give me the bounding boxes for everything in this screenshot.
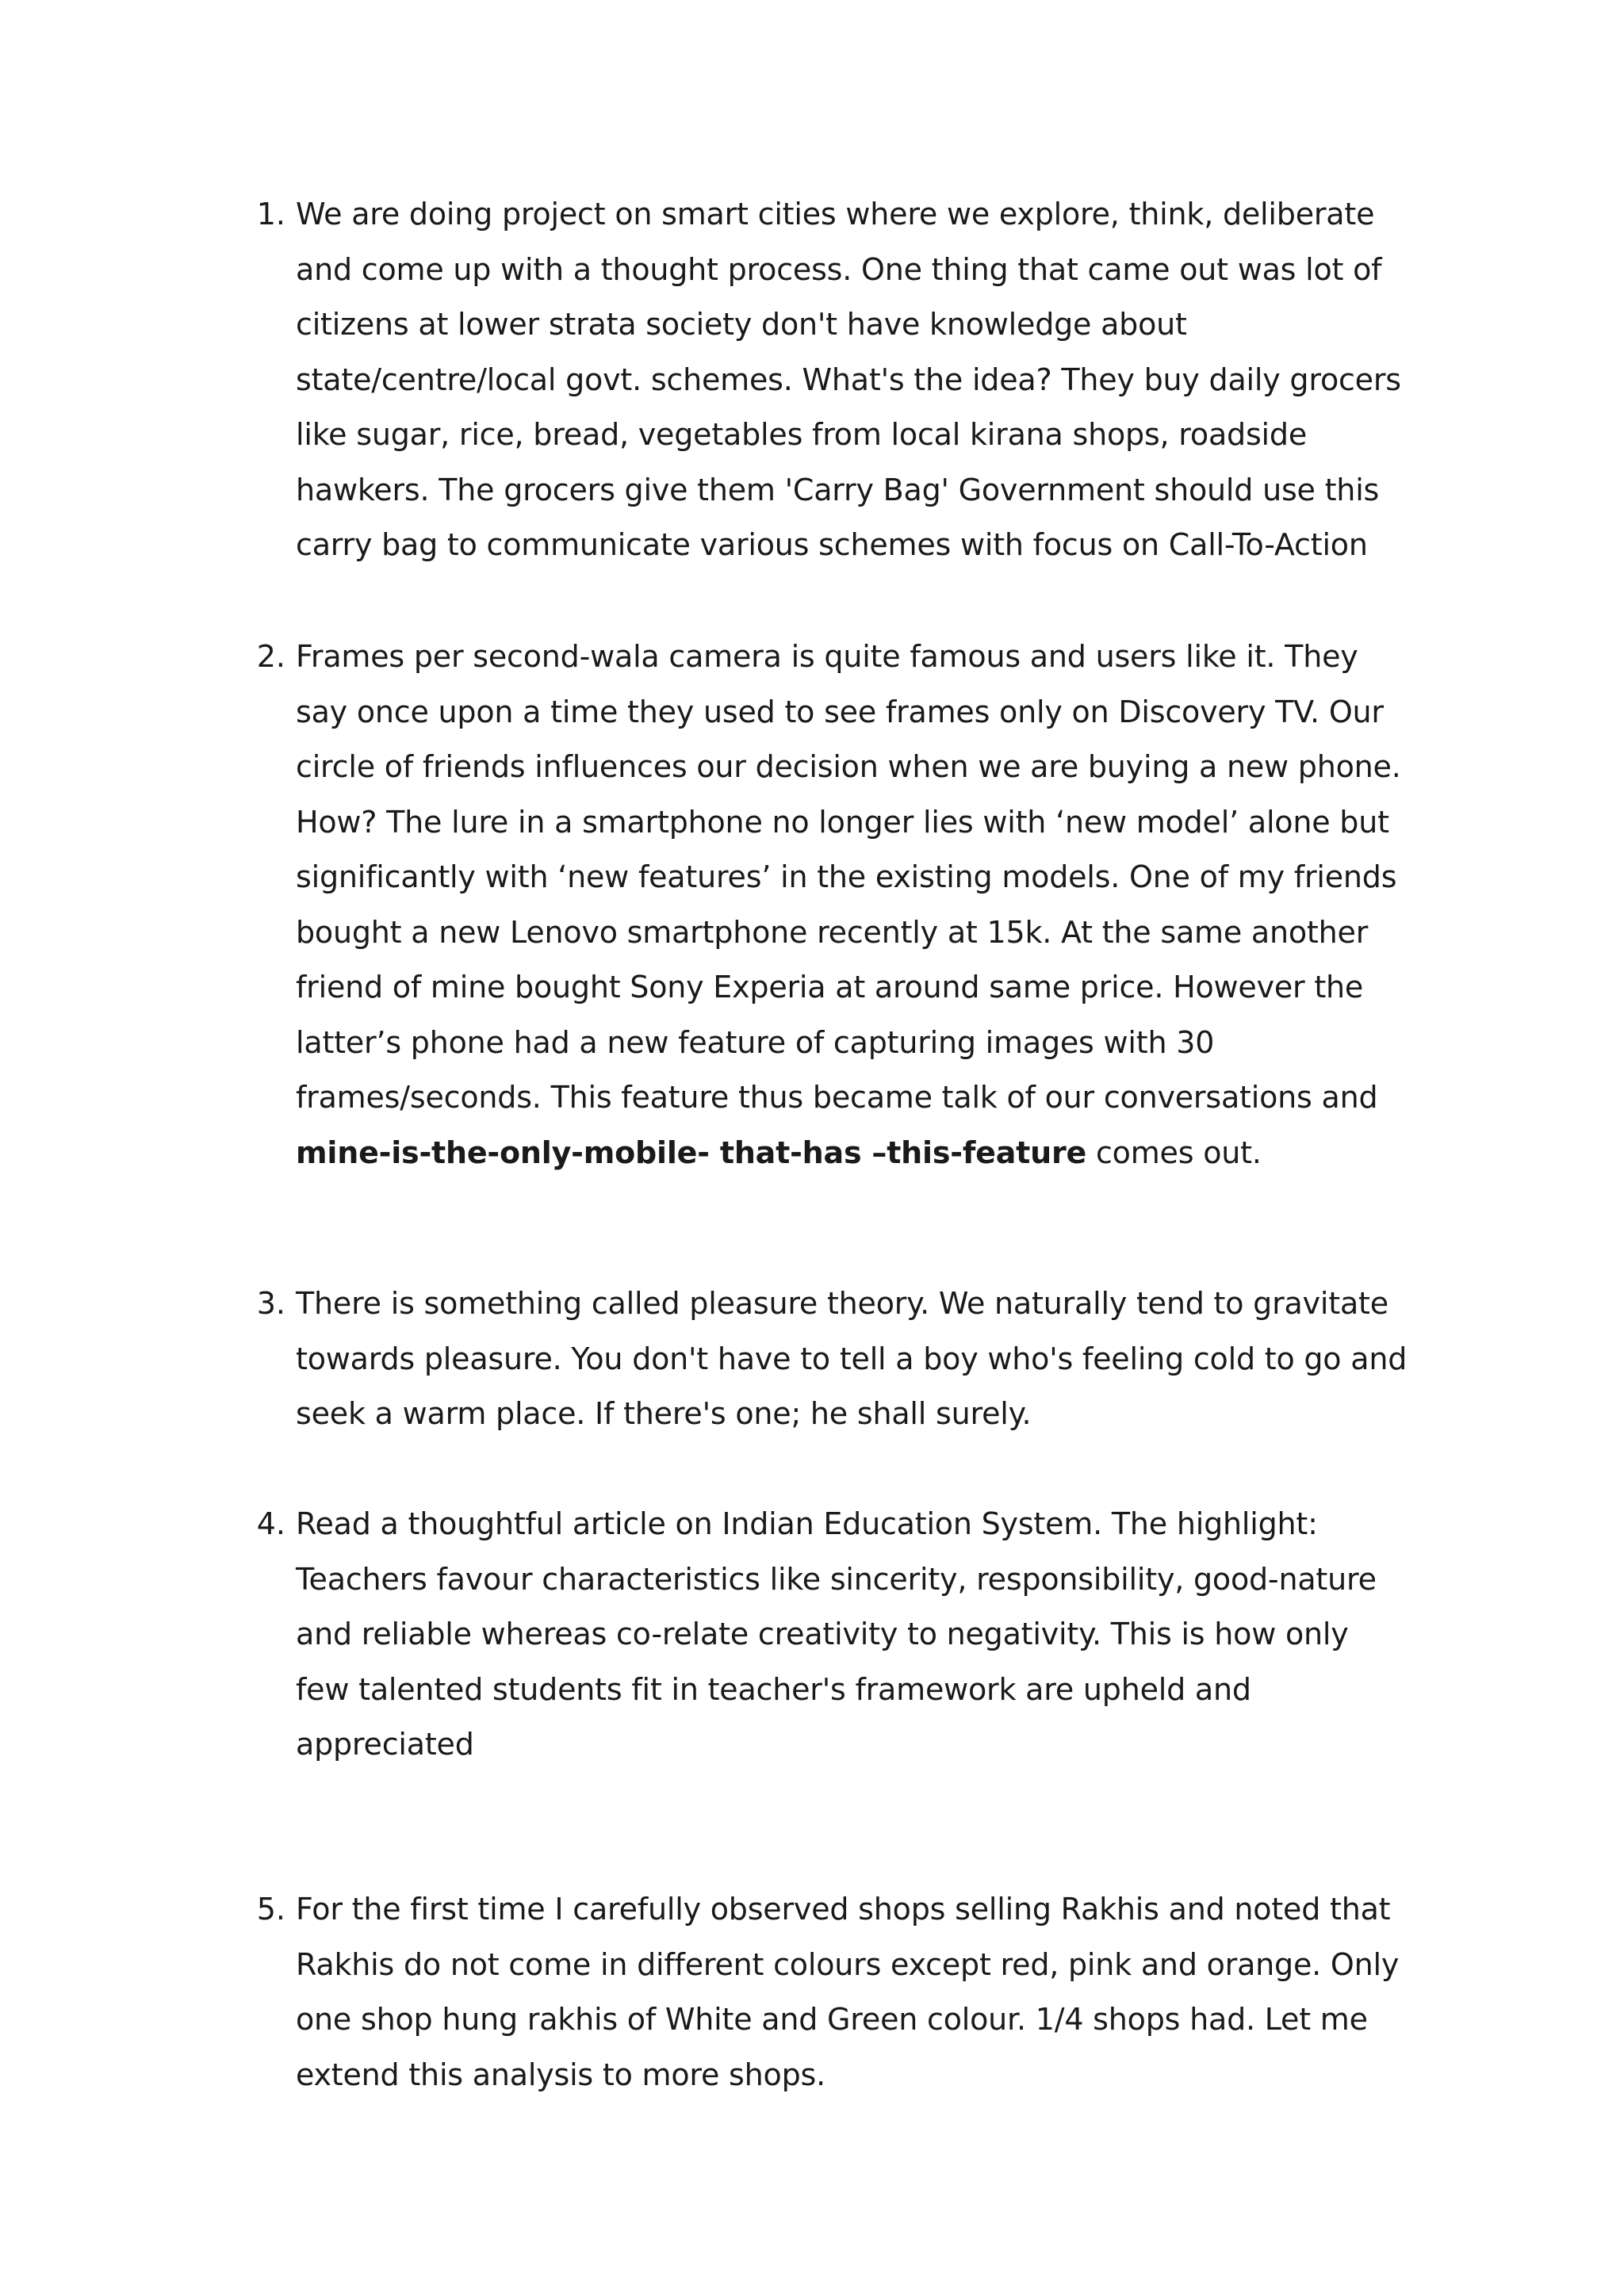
list-item-text xyxy=(296,1276,1446,1442)
list-number: 3. xyxy=(256,1286,285,1321)
text-line: carry bag to communicate various schemes with focus on Call-To-Action xyxy=(296,527,1368,562)
bold-phrase: mine-is-the-only-mobile- that-has –this-feature xyxy=(296,1135,1087,1170)
list-number: 5. xyxy=(256,1892,285,1927)
text-line: seek a warm place. If there's one; he shall surely. xyxy=(296,1396,1032,1431)
text-line: towards pleasure. You don't have to tell a boy who's feeling cold to go and xyxy=(296,1341,1408,1376)
text-line: friend of mine bought Sony Experia at around same price. However the xyxy=(296,970,1364,1004)
text-line: Rakhis do not come in different colours except red, pink and orange. Only xyxy=(296,1946,1400,1982)
text-line: How? The lure in a smartphone no longer lies with ‘new model’ alone but xyxy=(296,804,1389,840)
text-line: frames/seconds. This feature thus became talk of our conversations and xyxy=(296,1080,1378,1115)
text-line: hawkers. The grocers give them 'Carry Bag' Government should use this xyxy=(296,472,1380,507)
list-number: 4. xyxy=(256,1506,285,1541)
list-number: 2. xyxy=(256,639,285,674)
text-line: Frames per second-wala camera is quite famous and users like it. They xyxy=(296,639,1358,674)
list-item-text xyxy=(296,187,1446,573)
text-line: We are doing project on smart cities where we explore, think, deliberate xyxy=(296,197,1375,232)
text-fragment: comes out. xyxy=(1086,1135,1262,1170)
text-line: one shop hung rakhis of White and Green colour. 1/4 shops had. Let me xyxy=(296,2002,1368,2037)
text-line: say once upon a time they used to see frames only on Discovery TV. Our xyxy=(296,694,1384,729)
text-line: There is something called pleasure theory. We naturally tend to gravitate xyxy=(296,1286,1388,1321)
text-line: and reliable whereas co-relate creativity to negativity. This is how only xyxy=(296,1617,1349,1651)
text-line: latter’s phone had a new feature of capturing images with 30 xyxy=(296,1024,1215,1060)
text-line: few talented students fit in teacher's framework are upheld and xyxy=(296,1671,1251,1707)
text-line: bought a new Lenovo smartphone recently at 15k. At the same another xyxy=(296,914,1369,950)
text-line: appreciated xyxy=(296,1727,474,1762)
text-line: significantly with ‘new features’ in the existing models. One of my friends xyxy=(296,859,1397,894)
text-line: For the first time I carefully observed shops selling Rakhis and noted that xyxy=(296,1892,1391,1927)
text-line: and come up with a thought process. One thing that came out was lot of xyxy=(296,251,1382,287)
text-line: Teachers favour characteristics like sincerity, responsibility, good-nature xyxy=(296,1561,1377,1597)
text-line: circle of friends influences our decision when we are buying a new phone. xyxy=(296,749,1401,784)
text-line-emphasis xyxy=(296,1126,1446,1181)
text-line: like sugar, rice, bread, vegetables from local kirana shops, roadside xyxy=(296,417,1308,452)
text-line: citizens at lower strata society don't have knowledge about xyxy=(296,307,1187,342)
text-line: Read a thoughtful article on Indian Education System. The highlight: xyxy=(296,1506,1318,1541)
list-item-text xyxy=(296,1882,1446,2103)
text-line: extend this analysis to more shops. xyxy=(296,2057,825,2092)
list-item-text xyxy=(296,1497,1446,1773)
list-number: 1. xyxy=(256,197,285,232)
list-item-text xyxy=(296,629,1446,1181)
text-line: state/centre/local govt. schemes. What's the idea? They buy daily grocers xyxy=(296,362,1401,397)
